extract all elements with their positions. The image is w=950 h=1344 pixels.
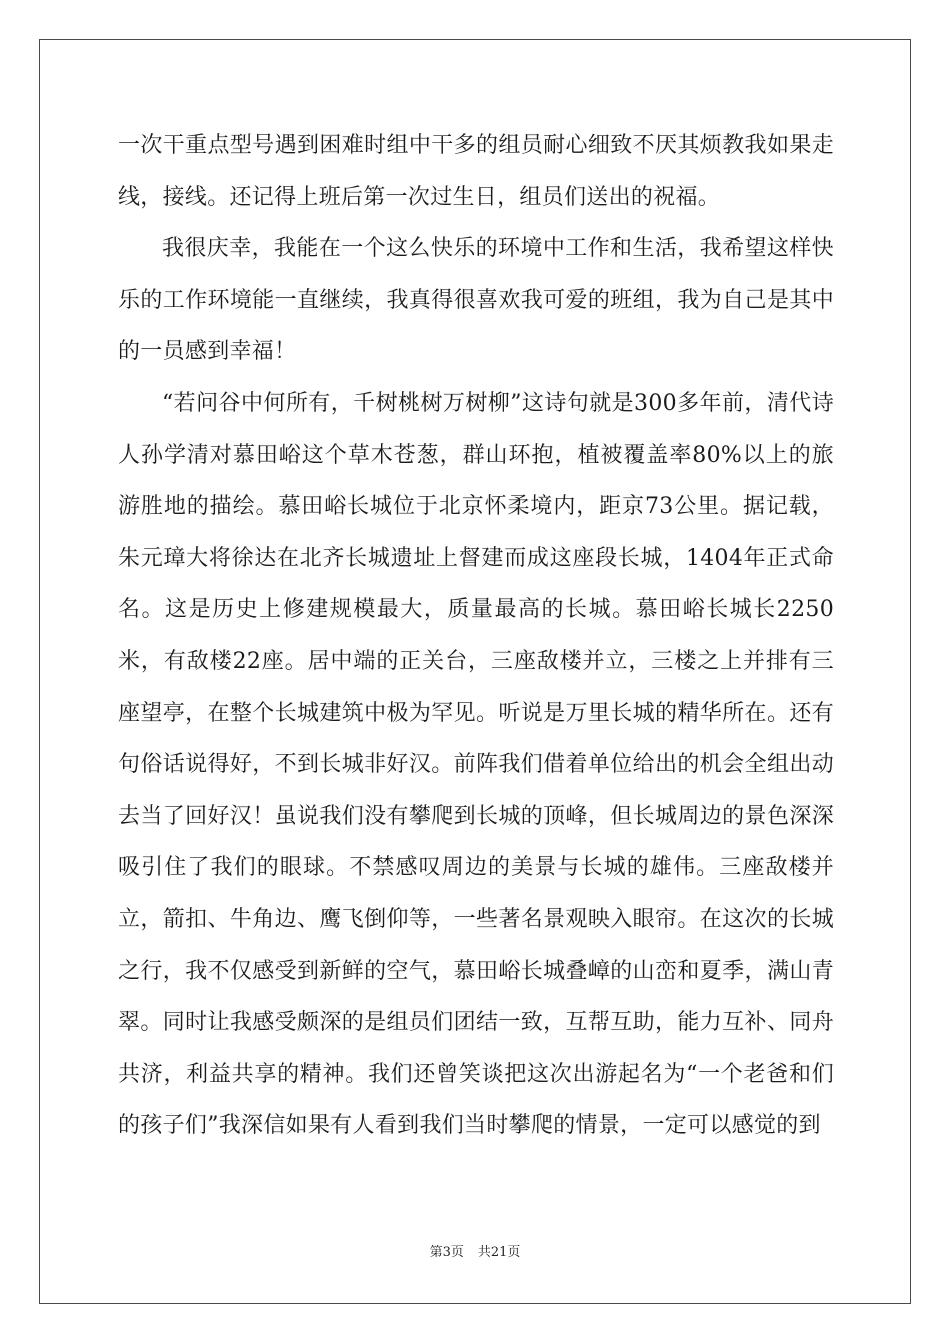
page-total: 共21页 bbox=[477, 1245, 521, 1260]
page-footer bbox=[0, 1241, 950, 1260]
paragraph-3: “若问谷中何所有，千树桃树万树柳”这诗句就是300多年前，清代诗人孙学清对慕田峪这个草木苍葱，群山环抱，植被覆盖率80%以上的旅游胜地的描绘。慕田峪长城位于北京怀柔境内，距京73公里。据记载，朱元璋大将徐达在北齐长城遗址上督建而成这座段长城，1404年正式命名。这是历史上修建规模最大，质量最高的长城。慕田峪长城长2250米，有敌楼22座。居中端的正关台，三座敌楼并立，三楼之上并排有三座望亭，在整个长城建筑中极为罕见。听说是万里长城的精华所在。还有句俗话说得好，不到长城非好汉。前阵我们借着单位给出的机会全组出动去当了回好汉！虽说我们没有攀爬到长城的顶峰，但长城周边的景色深深吸引住了我们的眼球。不禁感叹周边的美景与长城的雄伟。三座敌楼并立，箭扣、牛角边、鹰飞倒仰等，一些著名景观映入眼帘。在这次的长城之行，我不仅感受到新鲜的空气，慕田峪长城叠嶂的山峦和夏季，满山青翠。同时让我感受颇深的是组员们团结一致，互帮互助，能力互补、同舟共济，利益共享的精神。我们还曾笑谈把这次出游起名为“一个老爸和们的孩子们”我深信如果有人看到我们当时攀爬的情景，一定可以感觉的到 bbox=[118, 390, 834, 1139]
document-body bbox=[118, 120, 834, 1152]
paragraph-2: 我很庆幸，我能在一个这么快乐的环境中工作和生活，我希望这样快乐的工作环境能一直继续，我真得很喜欢我可爱的班组，我为自己是其中的一员感到幸福！ bbox=[118, 236, 834, 365]
paragraph-1: 一次干重点型号遇到困难时组中干多的组员耐心细致不厌其烦教我如果走线，接线。还记得上班后第一次过生日，组员们送出的祝福。 bbox=[118, 133, 834, 210]
page-number: 第3页 bbox=[429, 1245, 464, 1260]
